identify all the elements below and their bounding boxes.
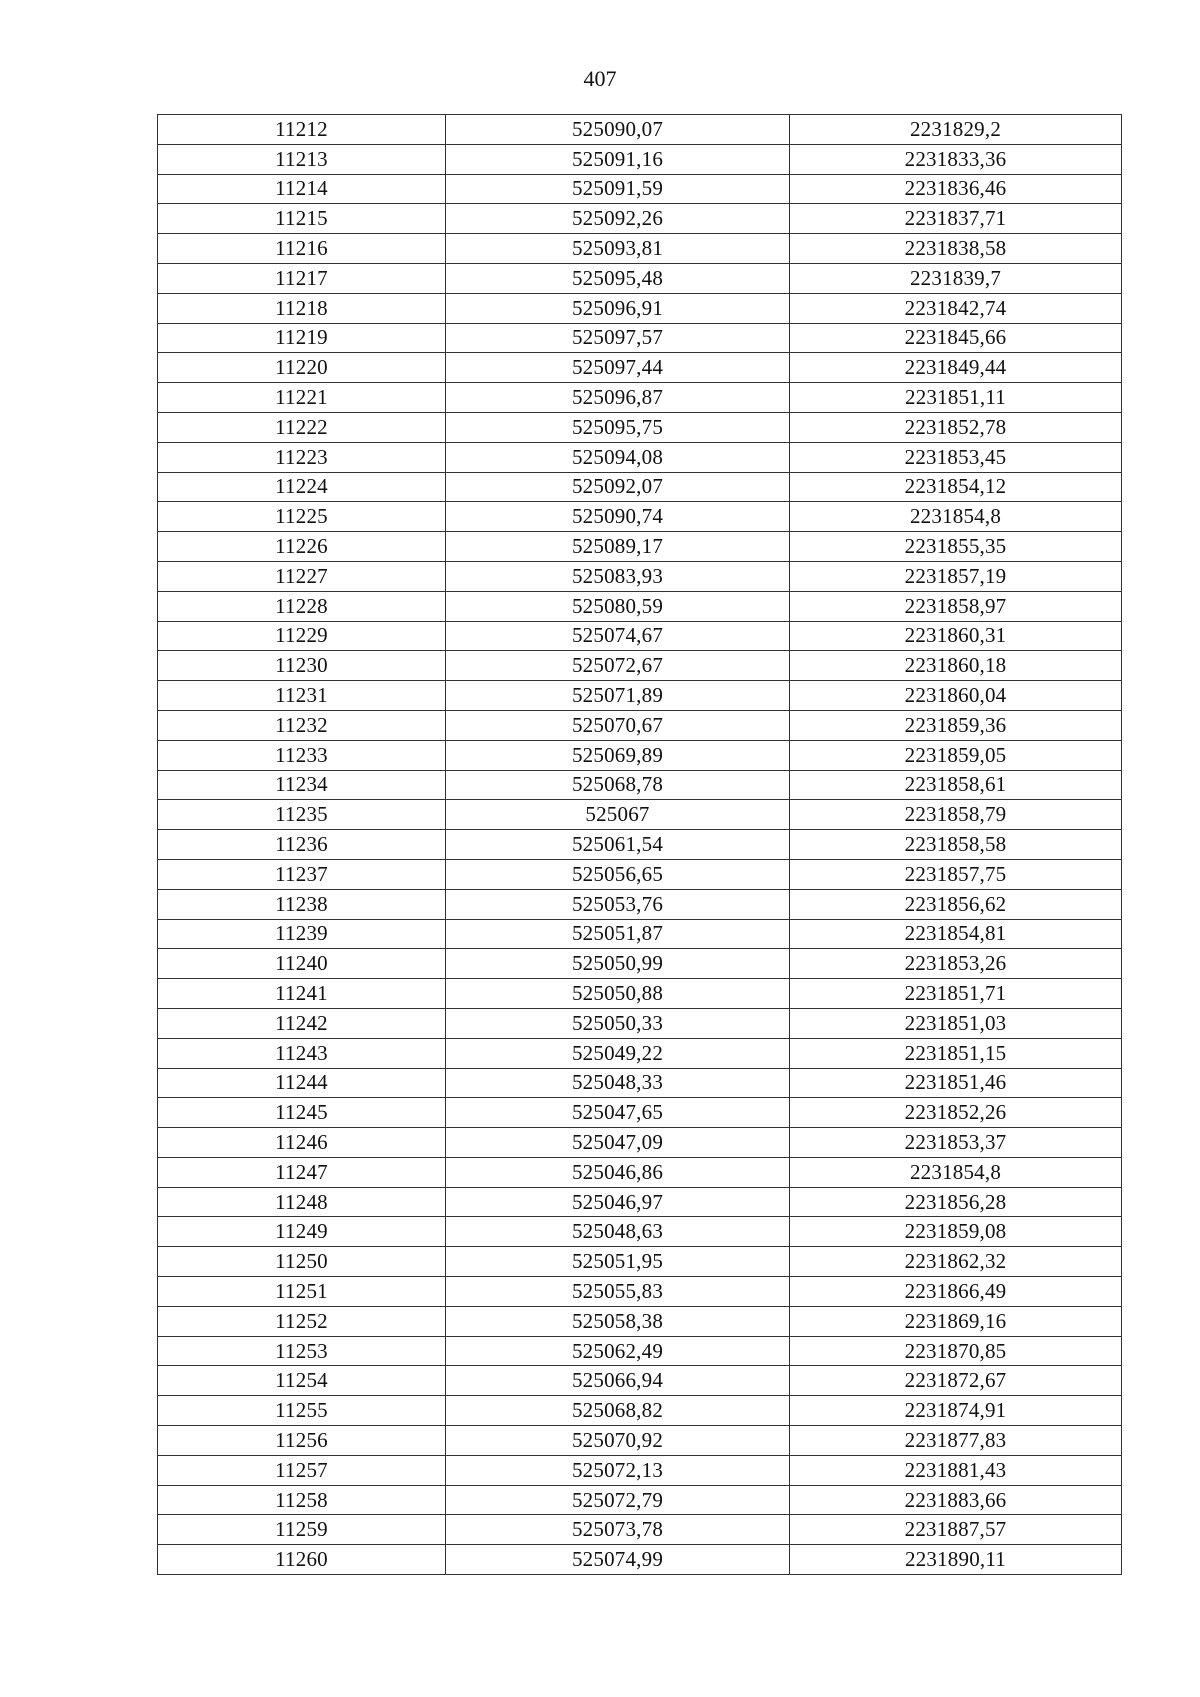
x-coordinate-cell: 525050,88 — [446, 979, 790, 1009]
table-row — [158, 1217, 1122, 1247]
table-row — [158, 1068, 1122, 1098]
table-row — [158, 353, 1122, 383]
y-coordinate-cell: 2231869,16 — [790, 1306, 1122, 1336]
x-coordinate-cell: 525050,99 — [446, 949, 790, 979]
x-coordinate-cell: 525048,33 — [446, 1068, 790, 1098]
x-coordinate-cell: 525051,95 — [446, 1247, 790, 1277]
y-coordinate-cell: 2231881,43 — [790, 1455, 1122, 1485]
table-row — [158, 800, 1122, 830]
x-coordinate-cell: 525053,76 — [446, 889, 790, 919]
y-coordinate-cell: 2231838,58 — [790, 234, 1122, 264]
x-coordinate-cell: 525083,93 — [446, 561, 790, 591]
y-coordinate-cell: 2231872,67 — [790, 1366, 1122, 1396]
point-number-cell: 11245 — [158, 1098, 446, 1128]
y-coordinate-cell: 2231858,61 — [790, 770, 1122, 800]
point-number-cell: 11230 — [158, 651, 446, 681]
x-coordinate-cell: 525091,16 — [446, 144, 790, 174]
page-number: 407 — [583, 66, 617, 91]
x-coordinate-cell: 525095,75 — [446, 412, 790, 442]
table-row — [158, 859, 1122, 889]
x-coordinate-cell: 525097,44 — [446, 353, 790, 383]
x-coordinate-cell: 525073,78 — [446, 1515, 790, 1545]
point-number-cell: 11257 — [158, 1455, 446, 1485]
x-coordinate-cell: 525062,49 — [446, 1336, 790, 1366]
x-coordinate-cell: 525066,94 — [446, 1366, 790, 1396]
y-coordinate-cell: 2231858,79 — [790, 800, 1122, 830]
table-row — [158, 1545, 1122, 1575]
point-number-cell: 11251 — [158, 1277, 446, 1307]
x-coordinate-cell: 525072,79 — [446, 1485, 790, 1515]
y-coordinate-cell: 2231852,26 — [790, 1098, 1122, 1128]
table-row — [158, 1187, 1122, 1217]
table-row — [158, 1038, 1122, 1068]
y-coordinate-cell: 2231842,74 — [790, 293, 1122, 323]
table-row — [158, 830, 1122, 860]
x-coordinate-cell: 525091,59 — [446, 174, 790, 204]
point-number-cell: 11217 — [158, 263, 446, 293]
table-row — [158, 949, 1122, 979]
point-number-cell: 11239 — [158, 919, 446, 949]
table-row — [158, 234, 1122, 264]
y-coordinate-cell: 2231853,26 — [790, 949, 1122, 979]
x-coordinate-cell: 525092,26 — [446, 204, 790, 234]
x-coordinate-cell: 525074,67 — [446, 621, 790, 651]
x-coordinate-cell: 525047,09 — [446, 1128, 790, 1158]
y-coordinate-cell: 2231853,45 — [790, 442, 1122, 472]
x-coordinate-cell: 525097,57 — [446, 323, 790, 353]
y-coordinate-cell: 2231860,04 — [790, 681, 1122, 711]
table-row — [158, 323, 1122, 353]
x-coordinate-cell: 525049,22 — [446, 1038, 790, 1068]
point-number-cell: 11259 — [158, 1515, 446, 1545]
point-number-cell: 11242 — [158, 1008, 446, 1038]
x-coordinate-cell: 525090,07 — [446, 115, 790, 145]
x-coordinate-cell: 525061,54 — [446, 830, 790, 860]
point-number-cell: 11224 — [158, 472, 446, 502]
point-number-cell: 11247 — [158, 1157, 446, 1187]
point-number-cell: 11252 — [158, 1306, 446, 1336]
y-coordinate-cell: 2231851,15 — [790, 1038, 1122, 1068]
point-number-cell: 11223 — [158, 442, 446, 472]
y-coordinate-cell: 2231851,03 — [790, 1008, 1122, 1038]
y-coordinate-cell: 2231883,66 — [790, 1485, 1122, 1515]
point-number-cell: 11231 — [158, 681, 446, 711]
point-number-cell: 11226 — [158, 532, 446, 562]
table-row — [158, 1455, 1122, 1485]
point-number-cell: 11234 — [158, 770, 446, 800]
point-number-cell: 11248 — [158, 1187, 446, 1217]
y-coordinate-cell: 2231860,18 — [790, 651, 1122, 681]
point-number-cell: 11214 — [158, 174, 446, 204]
x-coordinate-cell: 525055,83 — [446, 1277, 790, 1307]
y-coordinate-cell: 2231852,78 — [790, 412, 1122, 442]
point-number-cell: 11218 — [158, 293, 446, 323]
point-number-cell: 11213 — [158, 144, 446, 174]
table-row — [158, 1247, 1122, 1277]
x-coordinate-cell: 525047,65 — [446, 1098, 790, 1128]
y-coordinate-cell: 2231854,8 — [790, 502, 1122, 532]
x-coordinate-cell: 525068,78 — [446, 770, 790, 800]
table-row — [158, 1485, 1122, 1515]
x-coordinate-cell: 525094,08 — [446, 442, 790, 472]
table-row — [158, 1426, 1122, 1456]
table-row — [158, 263, 1122, 293]
x-coordinate-cell: 525093,81 — [446, 234, 790, 264]
table-row — [158, 1157, 1122, 1187]
y-coordinate-cell: 2231845,66 — [790, 323, 1122, 353]
table-row — [158, 204, 1122, 234]
point-number-cell: 11236 — [158, 830, 446, 860]
table-row — [158, 561, 1122, 591]
point-number-cell: 11212 — [158, 115, 446, 145]
point-number-cell: 11219 — [158, 323, 446, 353]
table-row — [158, 502, 1122, 532]
x-coordinate-cell: 525090,74 — [446, 502, 790, 532]
x-coordinate-cell: 525071,89 — [446, 681, 790, 711]
table-row — [158, 651, 1122, 681]
table-row — [158, 710, 1122, 740]
point-number-cell: 11237 — [158, 859, 446, 889]
x-coordinate-cell: 525070,92 — [446, 1426, 790, 1456]
y-coordinate-cell: 2231855,35 — [790, 532, 1122, 562]
point-number-cell: 11229 — [158, 621, 446, 651]
y-coordinate-cell: 2231853,37 — [790, 1128, 1122, 1158]
y-coordinate-cell: 2231856,28 — [790, 1187, 1122, 1217]
point-number-cell: 11216 — [158, 234, 446, 264]
y-coordinate-cell: 2231874,91 — [790, 1396, 1122, 1426]
x-coordinate-cell: 525056,65 — [446, 859, 790, 889]
x-coordinate-cell: 525068,82 — [446, 1396, 790, 1426]
coordinates-table-body — [158, 115, 1122, 1575]
table-row — [158, 144, 1122, 174]
x-coordinate-cell: 525092,07 — [446, 472, 790, 502]
table-row — [158, 532, 1122, 562]
table-row — [158, 1098, 1122, 1128]
point-number-cell: 11238 — [158, 889, 446, 919]
table-row — [158, 621, 1122, 651]
point-number-cell: 11246 — [158, 1128, 446, 1158]
y-coordinate-cell: 2231836,46 — [790, 174, 1122, 204]
x-coordinate-cell: 525069,89 — [446, 740, 790, 770]
y-coordinate-cell: 2231857,19 — [790, 561, 1122, 591]
point-number-cell: 11255 — [158, 1396, 446, 1426]
y-coordinate-cell: 2231858,58 — [790, 830, 1122, 860]
table-row — [158, 889, 1122, 919]
y-coordinate-cell: 2231859,08 — [790, 1217, 1122, 1247]
table-row — [158, 1336, 1122, 1366]
table-row — [158, 1306, 1122, 1336]
point-number-cell: 11220 — [158, 353, 446, 383]
x-coordinate-cell: 525051,87 — [446, 919, 790, 949]
x-coordinate-cell: 525089,17 — [446, 532, 790, 562]
x-coordinate-cell: 525070,67 — [446, 710, 790, 740]
table-row — [158, 681, 1122, 711]
table-row — [158, 1277, 1122, 1307]
x-coordinate-cell: 525072,13 — [446, 1455, 790, 1485]
x-coordinate-cell: 525067 — [446, 800, 790, 830]
x-coordinate-cell: 525096,91 — [446, 293, 790, 323]
y-coordinate-cell: 2231862,32 — [790, 1247, 1122, 1277]
point-number-cell: 11258 — [158, 1485, 446, 1515]
y-coordinate-cell: 2231854,8 — [790, 1157, 1122, 1187]
y-coordinate-cell: 2231856,62 — [790, 889, 1122, 919]
y-coordinate-cell: 2231837,71 — [790, 204, 1122, 234]
x-coordinate-cell: 525072,67 — [446, 651, 790, 681]
table-row — [158, 115, 1122, 145]
x-coordinate-cell: 525074,99 — [446, 1545, 790, 1575]
x-coordinate-cell: 525046,97 — [446, 1187, 790, 1217]
y-coordinate-cell: 2231859,36 — [790, 710, 1122, 740]
table-row — [158, 1366, 1122, 1396]
table-row — [158, 979, 1122, 1009]
y-coordinate-cell: 2231866,49 — [790, 1277, 1122, 1307]
y-coordinate-cell: 2231839,7 — [790, 263, 1122, 293]
table-row — [158, 1128, 1122, 1158]
x-coordinate-cell: 525095,48 — [446, 263, 790, 293]
table-row — [158, 770, 1122, 800]
point-number-cell: 11250 — [158, 1247, 446, 1277]
y-coordinate-cell: 2231877,83 — [790, 1426, 1122, 1456]
x-coordinate-cell: 525046,86 — [446, 1157, 790, 1187]
y-coordinate-cell: 2231887,57 — [790, 1515, 1122, 1545]
table-row — [158, 1515, 1122, 1545]
point-number-cell: 11244 — [158, 1068, 446, 1098]
point-number-cell: 11222 — [158, 412, 446, 442]
point-number-cell: 11243 — [158, 1038, 446, 1068]
table-row — [158, 383, 1122, 413]
x-coordinate-cell: 525096,87 — [446, 383, 790, 413]
table-row — [158, 740, 1122, 770]
point-number-cell: 11240 — [158, 949, 446, 979]
point-number-cell: 11221 — [158, 383, 446, 413]
x-coordinate-cell: 525048,63 — [446, 1217, 790, 1247]
y-coordinate-cell: 2231890,11 — [790, 1545, 1122, 1575]
point-number-cell: 11254 — [158, 1366, 446, 1396]
table-row — [158, 174, 1122, 204]
y-coordinate-cell: 2231833,36 — [790, 144, 1122, 174]
y-coordinate-cell: 2231857,75 — [790, 859, 1122, 889]
point-number-cell: 11235 — [158, 800, 446, 830]
point-number-cell: 11253 — [158, 1336, 446, 1366]
y-coordinate-cell: 2231854,81 — [790, 919, 1122, 949]
table-row — [158, 412, 1122, 442]
point-number-cell: 11249 — [158, 1217, 446, 1247]
point-number-cell: 11233 — [158, 740, 446, 770]
y-coordinate-cell: 2231854,12 — [790, 472, 1122, 502]
y-coordinate-cell: 2231870,85 — [790, 1336, 1122, 1366]
table-row — [158, 442, 1122, 472]
table-row — [158, 1008, 1122, 1038]
x-coordinate-cell: 525080,59 — [446, 591, 790, 621]
point-number-cell: 11260 — [158, 1545, 446, 1575]
point-number-cell: 11256 — [158, 1426, 446, 1456]
point-number-cell: 11227 — [158, 561, 446, 591]
table-row — [158, 919, 1122, 949]
point-number-cell: 11215 — [158, 204, 446, 234]
y-coordinate-cell: 2231858,97 — [790, 591, 1122, 621]
x-coordinate-cell: 525050,33 — [446, 1008, 790, 1038]
point-number-cell: 11228 — [158, 591, 446, 621]
y-coordinate-cell: 2231849,44 — [790, 353, 1122, 383]
y-coordinate-cell: 2231859,05 — [790, 740, 1122, 770]
point-number-cell: 11241 — [158, 979, 446, 1009]
table-row — [158, 1396, 1122, 1426]
point-number-cell: 11225 — [158, 502, 446, 532]
point-number-cell: 11232 — [158, 710, 446, 740]
y-coordinate-cell: 2231851,71 — [790, 979, 1122, 1009]
y-coordinate-cell: 2231860,31 — [790, 621, 1122, 651]
table-row — [158, 591, 1122, 621]
table-row — [158, 293, 1122, 323]
coordinates-table — [157, 114, 1122, 1575]
y-coordinate-cell: 2231851,11 — [790, 383, 1122, 413]
table-row — [158, 472, 1122, 502]
x-coordinate-cell: 525058,38 — [446, 1306, 790, 1336]
y-coordinate-cell: 2231829,2 — [790, 115, 1122, 145]
y-coordinate-cell: 2231851,46 — [790, 1068, 1122, 1098]
